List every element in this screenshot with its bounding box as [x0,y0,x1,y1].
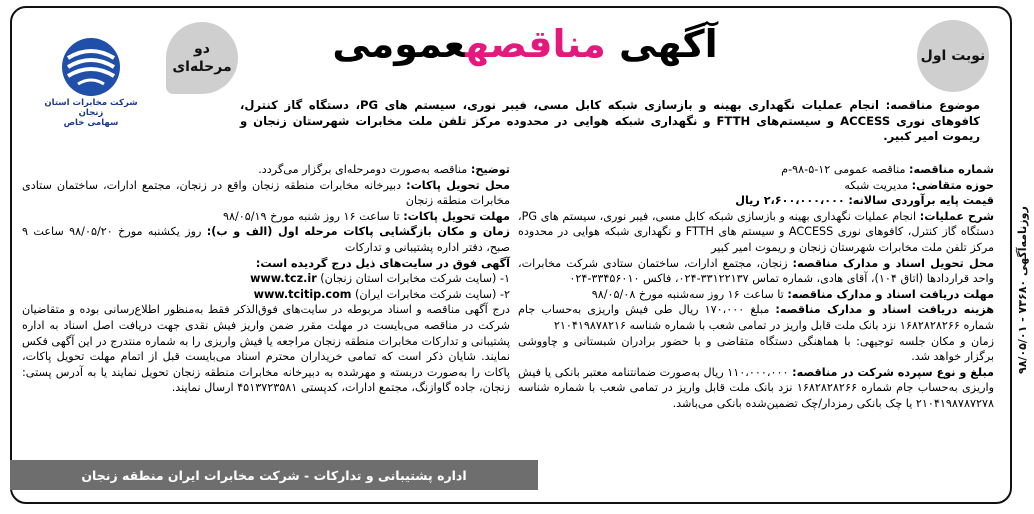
fee-label: هزینه دریافت اسناد و مدارک مناقصه: [775,303,995,317]
title-prefix: آگهی [619,22,718,66]
tender-details-column [518,162,994,412]
sites-heading: آگهی فوق در سایت‌های ذیل درج گردیده است: [255,256,510,270]
ops-description: انجام عملیات نگهداری بهینه و بازسازی شبکه کابل مسی، فیبر نوری، سیستم های PG، دستگاه گاز کنترل، کافوهای نوری ACCESS و سیستم های FTTH و نگهداری شبکه هوایی در محدوده مرکز تلفن ملت مخابرات شهرستان زنجان و ریموت امیر کبیر [518,209,994,254]
fee: مبلغ ۱۷۰،۰۰۰ ریال طی فیش واریزی به‌حساب جام شماره ۱۶۸۲۸۲۸۲۶۶ نزد بانک ملت قابل واریز در تمامی شعب با شماره شناسه ۲۱۰۴۱۹۸۷۸۲۱۶ [518,303,994,332]
delivery-label: محل تحویل اسناد و مدارک مناقصه: [792,256,994,270]
deposit-label: مبلغ و نوع سپرده شرکت در مناقصه: [792,365,994,379]
deadline: تا ساعت ۱۶ روز سه‌شنبه مورخ ۹۸/۰۵/۰۸ [591,287,784,301]
two-stage-badge: دو مرحله‌ای [166,22,238,94]
tender-no-label: شماره مناقصه: [909,163,994,176]
site1-link[interactable]: www.tcz.ir [250,272,317,286]
logo-company-type: سهامی خاص [63,118,119,128]
submission-details-column [22,162,510,396]
note: مناقصه به‌صورت دومرحله‌ای برگزار می‌گردد. [258,163,468,176]
tender-no: مناقصه عمومی ۱۲-۵-۹۸-م [781,163,906,176]
logo-company-name: شرکت مخابرات استان زنجان [44,98,138,118]
telecom-logo-icon [60,36,122,98]
note-label: توضیح: [470,163,510,176]
footer-banner: اداره پشتیبانی و تدارکات - شرکت مخابرات ایران منطقه زنجان [10,460,538,490]
delivery-location: زنجان، مجتمع ادارات، ساختمان ستادی شرکت مخابرات، واحد قراردادها (اتاق ۱۰۴)، آقای هادی، شماره تماس ۳۳۱۲۲۱۳۷-۰۲۴، فاکس ۳۳۴۵۶۰۱۰-۰۲۴ [518,256,994,286]
site2-link[interactable]: www.tcitip.com [253,287,352,301]
packets-location: دبیرخانه مخابرات منطقه زنجان واقع در زنجان، مجتمع ادارات، ساختمان ستادی مخابرات منطقه زنجان [22,178,510,208]
deposit: ۱۱۰،۰۰۰،۰۰۰ ریال به‌صورت ضمانتنامه معتبر بانکی یا فیش واریزی به‌حساب جام شماره ۱۶۸۲۸۲۸۲۶۶ نزد بانک ملت قابل واریز در تمامی شعب با شماره شناسه ۲۱۰۴۱۹۸۷۸۷۲۷۸ یا چک بانکی رمزدار/چک تضمین‌شده بانکی می‌باشد. [518,365,994,410]
company-logo [36,36,146,128]
instructions-body: درج آگهی مناقصه و اسناد مربوطه در سایت‌های فوق‌الذکر فقط به‌منظور اطلاع‌رسانی بوده و متقاضیان شرکت در مناقصه می‌بایست در مهلت مقرر ضمن واریز فیش نقدی جهت دریافت اصل اسناد به اداره پشتیبانی و تدارکات مخابرات منطقه زنجان مراجعه یا فیش واریزی را به شماره منتدرج در این آگهی فکس نمایند. شایان ذکر است که تمامی خریداران محترم اسناد می‌بایست قبل از اتمام مهلت تحویل پاکات، پاکات را به‌صورت دربسته و مهرشده به دبیرخانه مخابرات منطقه زنجان تحویل نمایند یا به آدرس پستی: زنجان، جاده گاوازنگ، مجتمع ادارات، کدپستی ۴۵۱۳۷۲۳۵۸۱ ارسال نمایند. [22,303,510,395]
site1-label: ۱- (سایت شرکت مخابرات استان زنجان) [320,272,510,286]
packets-deadline: تا ساعت ۱۶ روز شنبه مورخ ۹۸/۰۵/۱۹ [222,209,400,223]
site2-label: ۲- (سایت شرکت مخابرات ایران) [354,287,510,301]
department: مدیریت شبکه [844,178,909,192]
ops-label: شرح عملیات: [919,209,994,223]
page-title [250,22,800,66]
packets-label: محل تحویل پاکات: [406,178,510,192]
packets-deadline-label: مهلت تحویل پاکات: [403,209,510,223]
turn-badge: نوبت اول [917,20,989,92]
deadline-label: مهلت دریافت اسناد و مدارک مناقصه: [787,287,994,301]
opening: روز یکشنبه مورخ ۹۸/۰۵/۲۰ ساعت ۹ صبح، دفتر اداره پشتیبانی و تدارکات [22,225,510,254]
budget-label: قیمت پایه برآوردی سالانه: [848,194,994,208]
side-code: روزنامه‌آگهی ۷۳۶۸۰ - ۹۸/۰۵/۰۱ [1016,206,1029,374]
title-accent: مناقصه [465,22,606,66]
department-label: حوزه متقاضی: [911,178,994,192]
budget: ۲،۶۰۰،۰۰۰،۰۰۰ ریال [735,194,845,208]
briefing-meeting: زمان و مکان جلسه توجیهی: با هماهنگی دستگاه متقاضی و با حضور برادران شبستانی و چاووشی برگزار خواهد شد. [518,334,994,364]
opening-label: زمان و مکان بازگشایی پاکات مرحله اول (الف و ب): [206,225,510,239]
tender-subject: موضوع مناقصه: انجام عملیات نگهداری بهینه و بازسازی شبکه کابل مسی، فیبر نوری، سیستم های PG، دستگاه گاز کنترل، کافوهای نوری ACCESS و سیستم‌های FTTH و نگهداری شبکه هوایی در محدوده مرکز تلفن ملت مخابرات شهرستان زنجان و ریموت امیر کبیر. [240,98,981,143]
title-suffix: عمومی [332,22,466,66]
